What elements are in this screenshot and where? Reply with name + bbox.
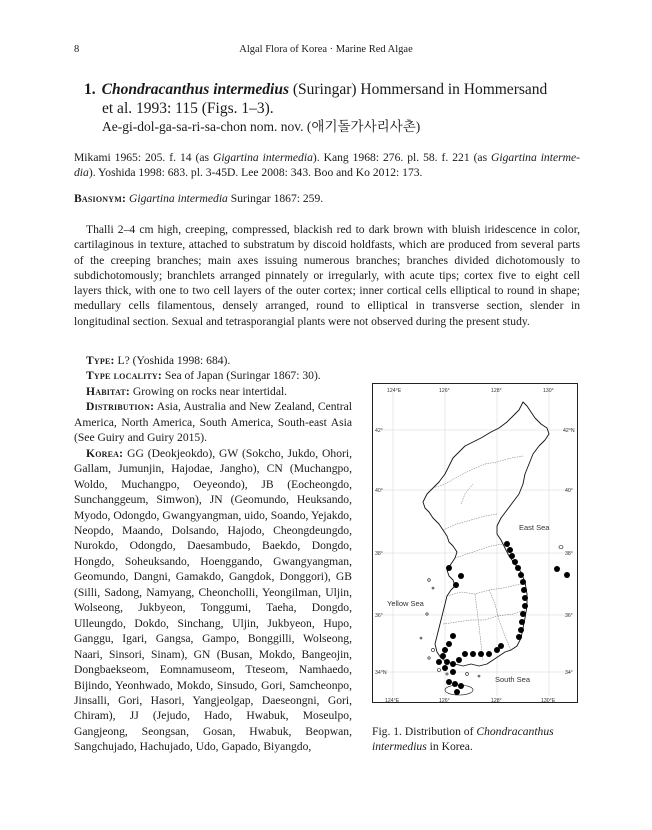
- type-locality-line: [74, 368, 352, 383]
- distribution-marker: [516, 634, 522, 640]
- figure-caption: [372, 724, 582, 755]
- distribution-marker: [522, 603, 528, 609]
- korea-label: Korea:: [86, 446, 124, 460]
- lat-right-0: 42°N: [563, 428, 575, 434]
- distribution-marker: [446, 641, 452, 647]
- distribution-marker: [442, 647, 448, 653]
- distribution-marker: [509, 553, 515, 559]
- korea-text: GG (Deokjeokdo), GW (Sokcho, Jukdo, Ohori, Gallam, Jumunjin, Hajodae, Jangho), CN (Muchangpo, Woldo, Muchangpo, Oeyeondo), JB (Eocheongdo, Sunchanggeum, Simwon), JN (Geomundo, Heuksando, Myodo, Odongdo, Gwangyangman, uido, Soando, Yejakdo, Neopdo, Maando, Dolsando, Hajodo, Cheongdeungdo, Nurokdo, Odongdo, Daesambudo, Baekdo, Dongdo, Hongdo, Soheuksando, Hoenggando, Gwangyangman, Geomundo, Dangni, Gamakdo, Gangdok, Donggori), GB (Silli, Sadong, Namyang, Cheoncholli, Yeongilman, Uljin, Wolseong, Jukbyeon, Tonggumi, Taeha, Dongdo, Ulleungdo, Dokdo, Sinchang, Uljin, Jukbyeon, Hupo, Ganggu, Igari, Gangsa, Gampo, Bonggilli, Wolseong, Naari, Sinsori, Sinam), GN (Busan, Mokdo, Bangeojin, Dongbaekseom, Eomnamuseom, Tteseom, Namhaedo, Bijindo, Yeonhwado, Mokdo, Sinsudo, Gori, Samcheonpo, Jinsalli, Gori, Hasori, Yangjeolgap, Daeseongni, Gori, Chiram), JJ (Jejudo, Hado, Hwabuk, Moseulpo, Gangjeong, Seongsan, Gosan, Hwabuk, Beopwan, Sangchujado, Hachujado, Udo, Gapado, Biyangdo,: [74, 446, 352, 754]
- species-authority-2: et al. 1993: 115 (Figs. 1–3).: [102, 100, 274, 117]
- ref-text: ). Yoshida 1998: 683. pl. 3-45D. Lee 2008: 343. Boo and Ko 2012: 173.: [88, 166, 423, 180]
- distribution-marker: [504, 541, 510, 547]
- lat-right-1: 40°: [565, 488, 573, 494]
- page-header: [74, 44, 578, 60]
- distribution-marker: [462, 651, 468, 657]
- species-title-line-1: [84, 80, 584, 99]
- lon-top-2: 128°: [491, 388, 502, 394]
- basionym-label: Basionym:: [74, 192, 127, 205]
- korea-paragraph: [74, 446, 352, 755]
- species-name: Chondracanthus intermedius: [101, 81, 289, 98]
- east-sea-label: East Sea: [519, 523, 550, 532]
- lon-bottom-3: 130°E: [541, 698, 556, 704]
- south-sea-label: South Sea: [495, 675, 531, 684]
- distribution-marker: [512, 559, 518, 565]
- lat-left-4: 34°N: [375, 670, 387, 676]
- distribution-marker: [554, 566, 560, 572]
- description-paragraph: Thalli 2–4 cm high, creeping, compressed, blackish red to dark brown with bluish iridescence in color, cartilaginous in texture, attached to substratum by discoid holdfasts, which are produced from several parts of the creeping branches; main axes issuing numerous branches; branches divided dichotomously to subdichotomously; branchlets arranged pinnately or irregularly, with acute tips; cortex five to eight cell layers thick, with one to two cell layers of the outer cortex; inner cortical cells elliptical to round in shape; medullary cells filamentous, densely arranged, round to elliptical in transverse section, slender in longitudinal section. Sexual and tetrasporangial plants were not observed during the present study.: [74, 223, 580, 328]
- distribution-marker: [564, 572, 570, 578]
- entry-number: 1.: [84, 81, 96, 98]
- lon-top-1: 126°: [439, 388, 450, 394]
- distribution-marker: [454, 689, 460, 695]
- references-paragraph: [74, 150, 580, 181]
- distribution-marker: [498, 643, 504, 649]
- distribution-marker: [453, 582, 459, 588]
- distribution-marker: [450, 661, 456, 667]
- distribution-marker: [452, 681, 458, 687]
- distribution-marker: [519, 619, 525, 625]
- graticule: [381, 392, 571, 696]
- type-locality-label: Type locality:: [86, 369, 162, 383]
- distribution-text: Asia, Australia and New Zealand, Central America, North America, South America, South-east Asia (See Guiry and Guiry 2015).: [74, 400, 352, 445]
- lat-right-2: 38°: [565, 551, 573, 557]
- distribution-marker: [450, 633, 456, 639]
- distribution-marker: [436, 659, 442, 665]
- lat-right-3: 36°: [565, 613, 573, 619]
- ref-text: ). Kang 1968: 276. pl. 58. f. 221 (as: [312, 151, 492, 164]
- distribution-marker: [522, 595, 528, 601]
- distribution-paragraph: [74, 399, 352, 445]
- basionym-paragraph: [74, 191, 580, 206]
- distribution-marker: [458, 573, 464, 579]
- distribution-marker: [518, 572, 524, 578]
- yellow-sea-label: Yellow Sea: [387, 599, 424, 608]
- details-column: [74, 353, 352, 755]
- distribution-marker: [478, 651, 484, 657]
- lat-left-0: 42°: [375, 428, 383, 434]
- lat-left-1: 40°: [375, 488, 383, 494]
- distribution-marker: [486, 651, 492, 657]
- species-heading: [84, 80, 584, 136]
- habitat-text: Growing on rocks near intertidal.: [129, 384, 288, 398]
- distribution-marker: [507, 547, 513, 553]
- basionym-name: Gigartina intermedia: [128, 192, 228, 205]
- type-text: L? (Yoshida 1998: 684).: [114, 354, 231, 367]
- distribution-marker: [442, 665, 448, 671]
- lat-left-3: 36°: [375, 613, 383, 619]
- running-head: Algal Flora of Korea · Marine Red Algae: [239, 44, 413, 55]
- distribution-marker: [515, 565, 521, 571]
- lat-left-2: 38°: [375, 551, 383, 557]
- page-number: 8: [74, 44, 80, 55]
- habitat-line: [74, 384, 352, 399]
- lon-top-3: 130°: [543, 388, 554, 394]
- distribution-marker: [450, 669, 456, 675]
- distribution-marker: [440, 653, 446, 659]
- distribution-marker: [456, 657, 462, 663]
- habitat-label: Habitat:: [86, 384, 130, 398]
- distribution-marker: [521, 587, 527, 593]
- lat-right-4: 34°: [565, 670, 573, 676]
- species-authority-1: (Suringar) Hommersand in Hommersand: [292, 81, 548, 98]
- basionym-citation: Suringar 1867: 259.: [227, 192, 324, 205]
- caption-prefix: Fig. 1. Distribution of: [372, 725, 477, 738]
- korean-peninsula-outline: [423, 402, 549, 666]
- korean-name: Ae-gi-dol-ga-sa-ri-sa-chon nom. nov. (애기돌가사리사촌): [102, 119, 421, 134]
- type-locality-text: Sea of Japan (Suringar 1867: 30).: [161, 369, 321, 383]
- distribution-marker: [518, 627, 524, 633]
- distribution-marker: [444, 659, 450, 665]
- ref-italic: Gigartina intermedia: [212, 151, 313, 164]
- lon-bottom-1: 126°: [439, 698, 450, 704]
- distribution-label: Distribution:: [86, 400, 155, 414]
- ref-text: Mikami 1965: 205. f. 14 (as: [74, 151, 213, 164]
- distribution-marker: [470, 651, 476, 657]
- lon-top-0: 124°E: [387, 388, 402, 394]
- distribution-marker: [520, 611, 526, 617]
- islands: [420, 546, 563, 696]
- type-label: Type:: [86, 354, 115, 367]
- lon-bottom-2: 128°: [491, 698, 502, 704]
- distribution-map: [372, 383, 578, 703]
- distribution-marker: [446, 679, 452, 685]
- caption-suffix: in Korea.: [426, 740, 473, 754]
- distribution-marker: [458, 683, 464, 689]
- distribution-marker: [520, 579, 526, 585]
- distribution-marker: [446, 565, 452, 571]
- map-svg: [373, 384, 578, 703]
- caption-species: Chondracanthus intermedius: [372, 725, 554, 754]
- lon-bottom-0: 124°E: [385, 698, 400, 704]
- type-line: [74, 353, 352, 368]
- ref-italic: Gigartina interme-dia: [74, 151, 580, 180]
